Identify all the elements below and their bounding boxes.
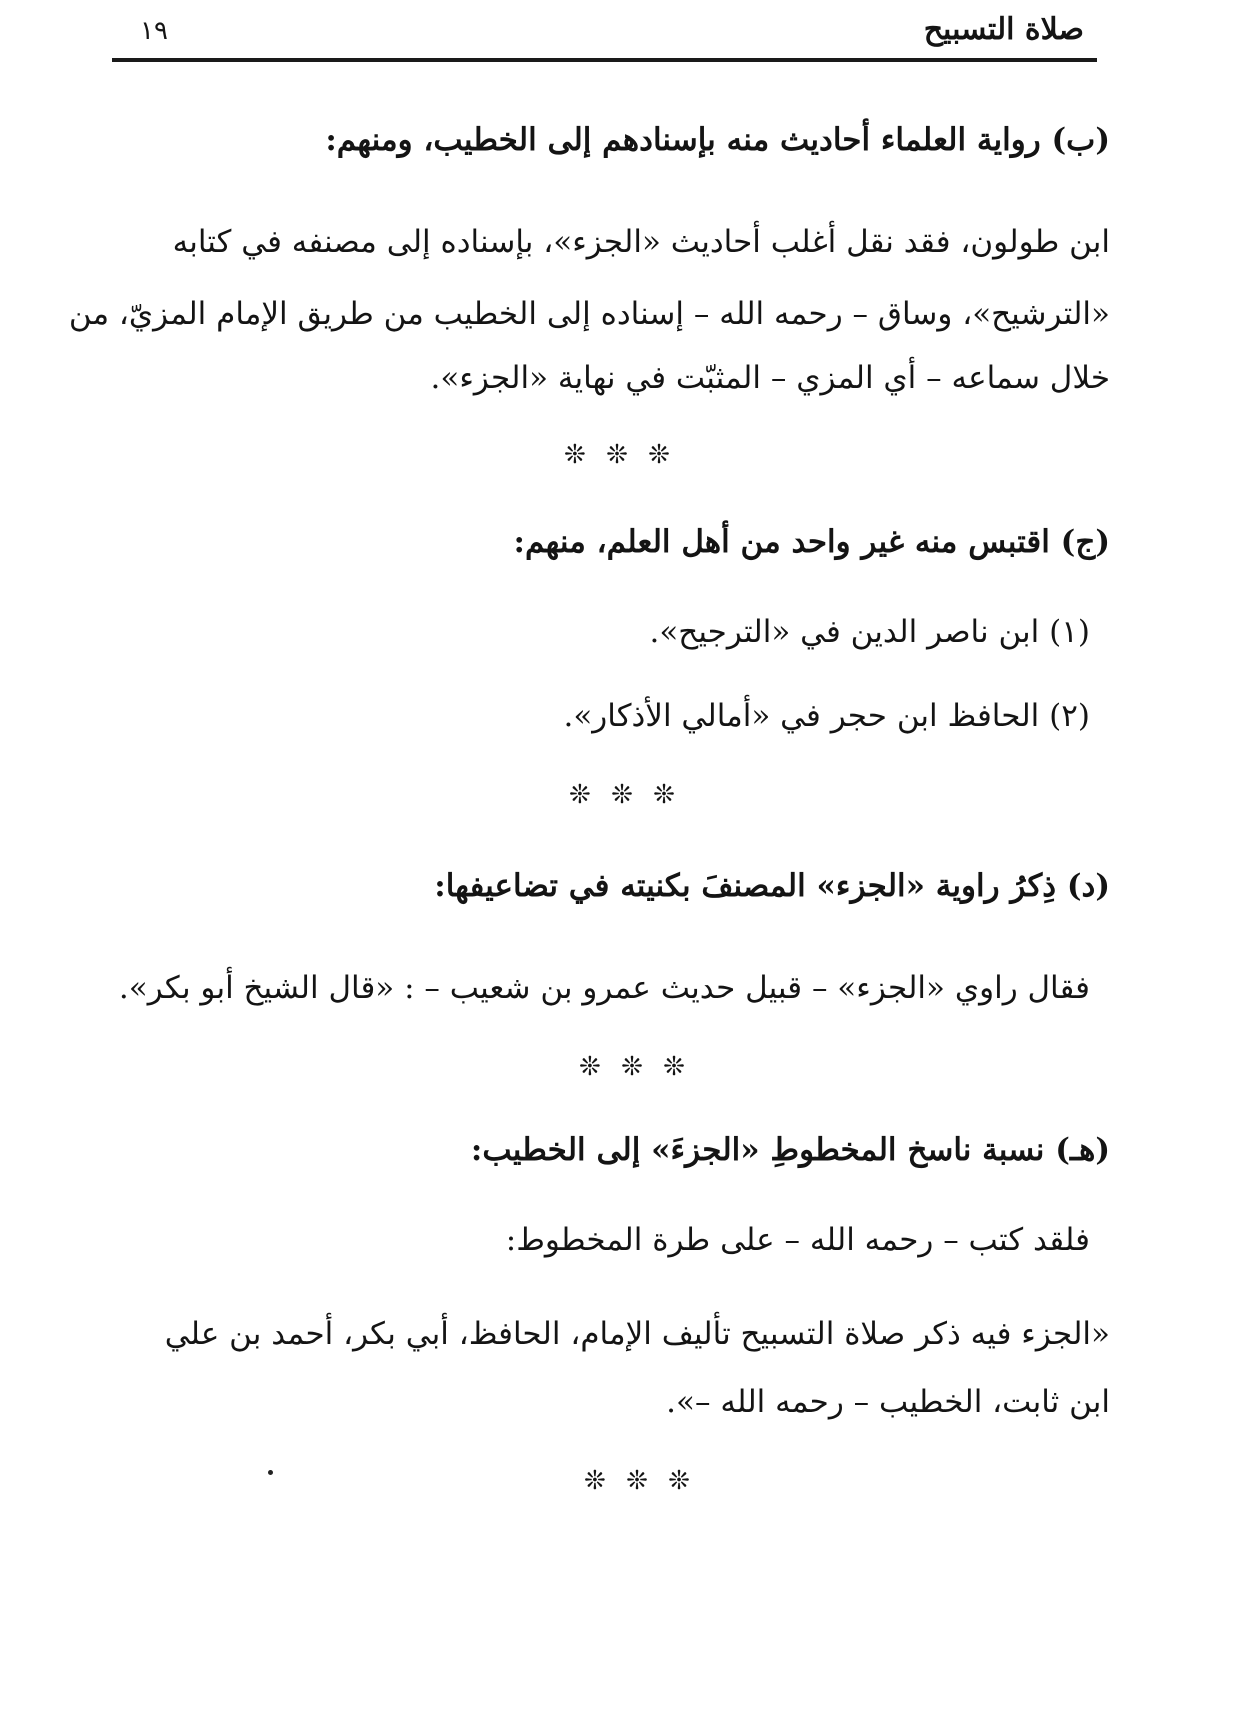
section-e-line-3: ابن ثابت، الخطيب – رحمه الله –». — [666, 1384, 1110, 1420]
section-c-item-1: (١) ابن ناصر الدين في «الترجيح». — [649, 614, 1090, 650]
running-header — [110, 8, 1100, 56]
section-b-line-3: خلال سماعه – أي المزي – المثبّت في نهاية «الجزء». — [430, 360, 1110, 396]
section-c-item-2: (٢) الحافظ ابن حجر في «أمالي الأذكار». — [563, 698, 1090, 734]
section-c-heading: (ج) اقتبس منه غير واحد من أهل العلم، منهم: — [513, 524, 1110, 560]
header-title: صلاة التسبيح — [923, 12, 1084, 47]
separator-stars: ❊ ❊ ❊ — [584, 1466, 696, 1496]
scan-speck — [268, 1470, 273, 1475]
separator-stars: ❊ ❊ ❊ — [569, 780, 681, 810]
section-e-line-1: فلقد كتب – رحمه الله – على طرة المخطوط: — [505, 1222, 1090, 1258]
section-b-line-1: ابن طولون، فقد نقل أغلب أحاديث «الجزء»، بإسناده إلى مصنفه في كتابه — [172, 224, 1110, 260]
separator-stars: ❊ ❊ ❊ — [564, 440, 676, 470]
section-b-line-2: «الترشيح»، وساق – رحمه الله – إسناده إلى الخطيب من طريق الإمام المزيّ، من — [68, 296, 1110, 332]
section-e-heading: (هـ) نسبة ناسخ المخطوطِ «الجزءَ» إلى الخطيب: — [470, 1132, 1110, 1168]
section-e-line-2: «الجزء فيه ذكر صلاة التسبيح تأليف الإمام، الحافظ، أبي بكر، أحمد بن علي — [164, 1316, 1110, 1352]
separator-stars: ❊ ❊ ❊ — [579, 1052, 691, 1082]
section-b-heading: (ب) رواية العلماء أحاديث منه بإسنادهم إلى الخطيب، ومنهم: — [325, 122, 1110, 158]
page-number: ١٩ — [140, 16, 168, 46]
section-d-line-1: فقال راوي «الجزء» – قبيل حديث عمرو بن شعيب – : «قال الشيخ أبو بكر». — [118, 970, 1090, 1006]
header-rule — [112, 58, 1097, 62]
section-d-heading: (د) ذِكرُ راوية «الجزء» المصنفَ بكنيته في تضاعيفها: — [434, 868, 1110, 904]
